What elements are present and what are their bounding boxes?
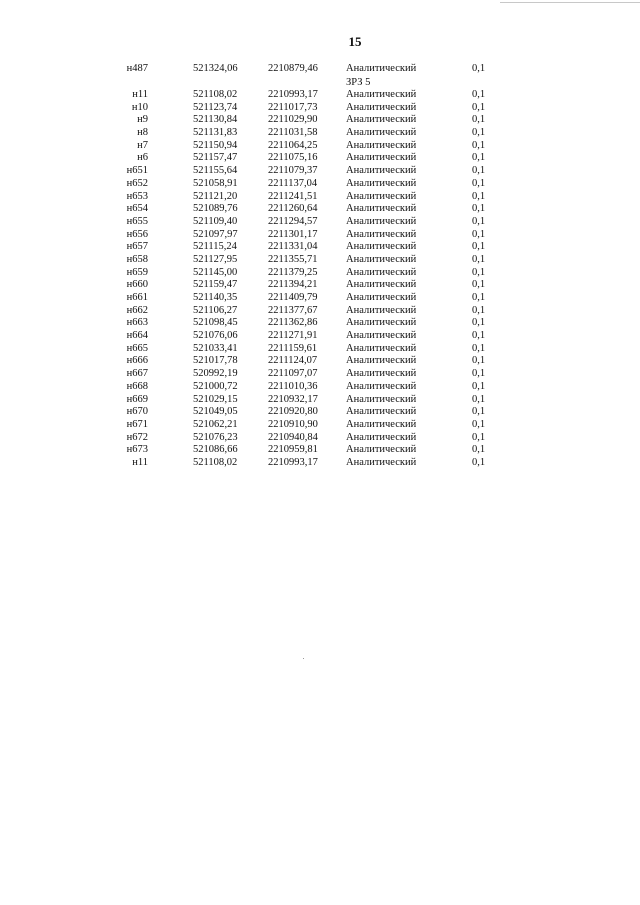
coord-y: 2211017,73: [268, 101, 318, 113]
coord-x: 521155,64: [193, 165, 238, 177]
coord-y: 2210940,84: [268, 431, 318, 443]
coord-x: 521127,95: [193, 253, 238, 265]
accuracy: 0,1: [472, 177, 486, 189]
table-row: [0, 355, 640, 368]
coord-y: 2210879,46: [268, 63, 318, 74]
coord-x: 521121,20: [193, 190, 238, 202]
accuracy: 0,1: [472, 431, 486, 443]
table-row: [0, 317, 640, 330]
accuracy: 0,1: [472, 127, 486, 139]
table-row: [0, 330, 640, 343]
coord-x: 521086,66: [193, 444, 238, 456]
accuracy: 0,1: [472, 203, 486, 215]
method: Аналитический: [346, 114, 417, 126]
accuracy: 0,1: [472, 418, 486, 430]
method: Аналитический: [346, 266, 417, 278]
accuracy: 0,1: [472, 215, 486, 227]
table-row: [0, 191, 640, 204]
table-row: [0, 343, 640, 356]
scan-speck: [303, 658, 304, 659]
coord-x: 521115,24: [193, 241, 237, 253]
method: Аналитический: [346, 89, 417, 100]
point-name: н7: [137, 139, 148, 151]
method: Аналитический: [346, 355, 417, 367]
coord-y: 2211031,58: [268, 127, 318, 139]
accuracy: 0,1: [472, 228, 486, 240]
table-row: [0, 368, 640, 381]
method: Аналитический: [346, 292, 417, 303]
coord-y: 2211124,07: [268, 355, 318, 367]
accuracy: 0,1: [472, 165, 486, 177]
method: Аналитический: [346, 444, 417, 456]
coord-x: 521017,78: [193, 355, 238, 367]
point-name: н659: [126, 266, 148, 278]
table-row: [0, 305, 640, 318]
table-row: [0, 62, 640, 76]
table-row: [0, 241, 640, 254]
point-name: н657: [126, 241, 148, 253]
coord-x: 521097,97: [193, 228, 238, 240]
accuracy: 0,1: [472, 292, 486, 303]
table-row: [0, 444, 640, 457]
method: Аналитический: [346, 279, 417, 291]
coord-y: 2211097,07: [268, 368, 318, 380]
coord-y: 2211355,71: [268, 253, 318, 265]
accuracy: 0,1: [472, 266, 486, 278]
accuracy: 0,1: [472, 456, 486, 468]
table-row: [0, 279, 640, 292]
coord-y: 2211137,04: [268, 177, 318, 189]
coord-y: 2211010,36: [268, 380, 318, 392]
method: Аналитический: [346, 63, 417, 74]
table-row: [0, 203, 640, 216]
point-name: н671: [126, 418, 148, 430]
point-name: н673: [126, 444, 148, 456]
accuracy: 0,1: [472, 253, 486, 265]
coord-y: 2211260,64: [268, 203, 318, 215]
point-name: н652: [126, 177, 148, 189]
coord-y: 2210993,17: [268, 456, 318, 468]
coord-y: 2211029,90: [268, 114, 318, 126]
table-row: [0, 394, 640, 407]
method: Аналитический: [346, 406, 417, 418]
table-row: [0, 216, 640, 229]
table-row: [0, 292, 640, 305]
coord-y: 2210920,80: [268, 406, 318, 418]
coord-x: 521159,47: [193, 279, 238, 291]
coord-x: 521150,94: [193, 139, 238, 151]
point-name: н666: [126, 355, 148, 367]
coord-x: 521108,02: [193, 89, 238, 100]
table-row: [0, 114, 640, 127]
method: Аналитический: [346, 241, 417, 253]
coord-y: 2210993,17: [268, 89, 318, 100]
coord-x: 521108,02: [193, 456, 238, 468]
table-row: [0, 419, 640, 432]
table-row: [0, 432, 640, 445]
point-name: н655: [126, 215, 148, 227]
accuracy: 0,1: [472, 63, 486, 74]
method: Аналитический: [346, 165, 417, 177]
accuracy: 0,1: [472, 279, 486, 291]
coord-x: 520992,19: [193, 368, 238, 380]
coord-y: 2210910,90: [268, 418, 318, 430]
accuracy: 0,1: [472, 152, 486, 164]
table-row: [0, 229, 640, 242]
subsection-heading: [0, 76, 640, 89]
method: Аналитический: [346, 215, 417, 227]
point-name: н668: [126, 380, 148, 392]
coord-x: 521089,76: [193, 203, 238, 215]
coord-y: 2211394,21: [268, 279, 318, 291]
point-name: н663: [126, 317, 148, 329]
point-name: н6: [137, 152, 148, 164]
coord-x: 521098,45: [193, 317, 238, 329]
point-name: н664: [126, 330, 148, 342]
subsection-label: ЗРЗ 5: [346, 77, 371, 88]
point-name: н670: [126, 406, 148, 418]
method: Аналитический: [346, 393, 417, 405]
accuracy: 0,1: [472, 114, 486, 126]
table-row: [0, 127, 640, 140]
coord-x: 521106,27: [193, 304, 238, 316]
accuracy: 0,1: [472, 89, 486, 100]
point-name: н669: [126, 393, 148, 405]
table-row: [0, 381, 640, 394]
coord-x: 521131,83: [193, 127, 238, 139]
coord-y: 2211379,25: [268, 266, 318, 278]
accuracy: 0,1: [472, 444, 486, 456]
coord-x: 521062,21: [193, 418, 238, 430]
accuracy: 0,1: [472, 406, 486, 418]
point-name: н665: [126, 342, 148, 354]
method: Аналитический: [346, 317, 417, 329]
coord-y: 2211331,04: [268, 241, 318, 253]
method: Аналитический: [346, 152, 417, 164]
accuracy: 0,1: [472, 342, 486, 354]
table-row: [0, 178, 640, 191]
accuracy: 0,1: [472, 368, 486, 380]
accuracy: 0,1: [472, 317, 486, 329]
point-name: н11: [132, 89, 148, 100]
method: Аналитический: [346, 203, 417, 215]
coord-y: 2210932,17: [268, 393, 318, 405]
table-row: [0, 254, 640, 267]
table-row: [0, 89, 640, 102]
coord-x: 521324,06: [193, 63, 238, 74]
accuracy: 0,1: [472, 393, 486, 405]
point-name: н662: [126, 304, 148, 316]
point-name: н672: [126, 431, 148, 443]
method: Аналитический: [346, 177, 417, 189]
coord-y: 2211377,67: [268, 304, 318, 316]
method: Аналитический: [346, 304, 417, 316]
point-name: н660: [126, 279, 148, 291]
coord-x: 521049,05: [193, 406, 238, 418]
table-row: [0, 152, 640, 165]
table-row: [0, 165, 640, 178]
point-name: н487: [126, 63, 148, 74]
page-number: 15: [348, 34, 362, 49]
point-name: н11: [132, 456, 148, 468]
coord-y: 2210959,81: [268, 444, 318, 456]
coord-x: 521140,35: [193, 292, 238, 303]
accuracy: 0,1: [472, 139, 486, 151]
table-row: [0, 140, 640, 153]
coord-x: 521130,84: [193, 114, 238, 126]
accuracy: 0,1: [472, 380, 486, 392]
point-name: н658: [126, 253, 148, 265]
method: Аналитический: [346, 431, 417, 443]
coord-y: 2211271,91: [268, 330, 318, 342]
coord-x: 521109,40: [193, 215, 238, 227]
point-name: н651: [126, 165, 148, 177]
point-name: н10: [131, 101, 148, 113]
coord-y: 2211301,17: [268, 228, 318, 240]
coord-y: 2211159,61: [268, 342, 318, 354]
table-body: [0, 89, 640, 470]
accuracy: 0,1: [472, 241, 486, 253]
method: Аналитический: [346, 190, 417, 202]
point-name: н667: [126, 368, 148, 380]
coord-x: 521033,41: [193, 342, 238, 354]
coord-x: 521157,47: [193, 152, 238, 164]
coord-x: 521000,72: [193, 380, 238, 392]
method: Аналитический: [346, 228, 417, 240]
coord-y: 2211294,57: [268, 215, 318, 227]
accuracy: 0,1: [472, 355, 486, 367]
coord-x: 521076,06: [193, 330, 238, 342]
coord-y: 2211241,51: [268, 190, 318, 202]
method: Аналитический: [346, 253, 417, 265]
method: Аналитический: [346, 127, 417, 139]
point-name: н661: [126, 292, 148, 303]
method: Аналитический: [346, 342, 417, 354]
coord-y: 2211075,16: [268, 152, 318, 164]
method: Аналитический: [346, 139, 417, 151]
point-name: н656: [126, 228, 148, 240]
accuracy: 0,1: [472, 101, 486, 113]
accuracy: 0,1: [472, 304, 486, 316]
table-row: [0, 267, 640, 280]
table-row: [0, 457, 640, 470]
table-row: [0, 406, 640, 419]
point-name: н8: [137, 127, 148, 139]
method: Аналитический: [346, 456, 417, 468]
accuracy: 0,1: [472, 190, 486, 202]
point-name: н9: [137, 114, 148, 126]
coord-y: 2211064,25: [268, 139, 318, 151]
method: Аналитический: [346, 418, 417, 430]
coord-x: 521145,00: [193, 266, 238, 278]
method: Аналитический: [346, 380, 417, 392]
method: Аналитический: [346, 330, 417, 342]
coord-x: 521058,91: [193, 177, 238, 189]
coordinates-table: [0, 62, 640, 470]
coord-x: 521029,15: [193, 393, 238, 405]
coord-y: 2211362,86: [268, 317, 318, 329]
accuracy: 0,1: [472, 330, 486, 342]
coord-y: 2211409,79: [268, 292, 318, 303]
method: Аналитический: [346, 101, 417, 113]
coord-y: 2211079,37: [268, 165, 318, 177]
coord-x: 521123,74: [193, 101, 238, 113]
top-edge-line: [500, 2, 640, 3]
coord-x: 521076,23: [193, 431, 238, 443]
point-name: н653: [126, 190, 148, 202]
table-row: [0, 102, 640, 115]
method: Аналитический: [346, 368, 417, 380]
point-name: н654: [126, 203, 148, 215]
